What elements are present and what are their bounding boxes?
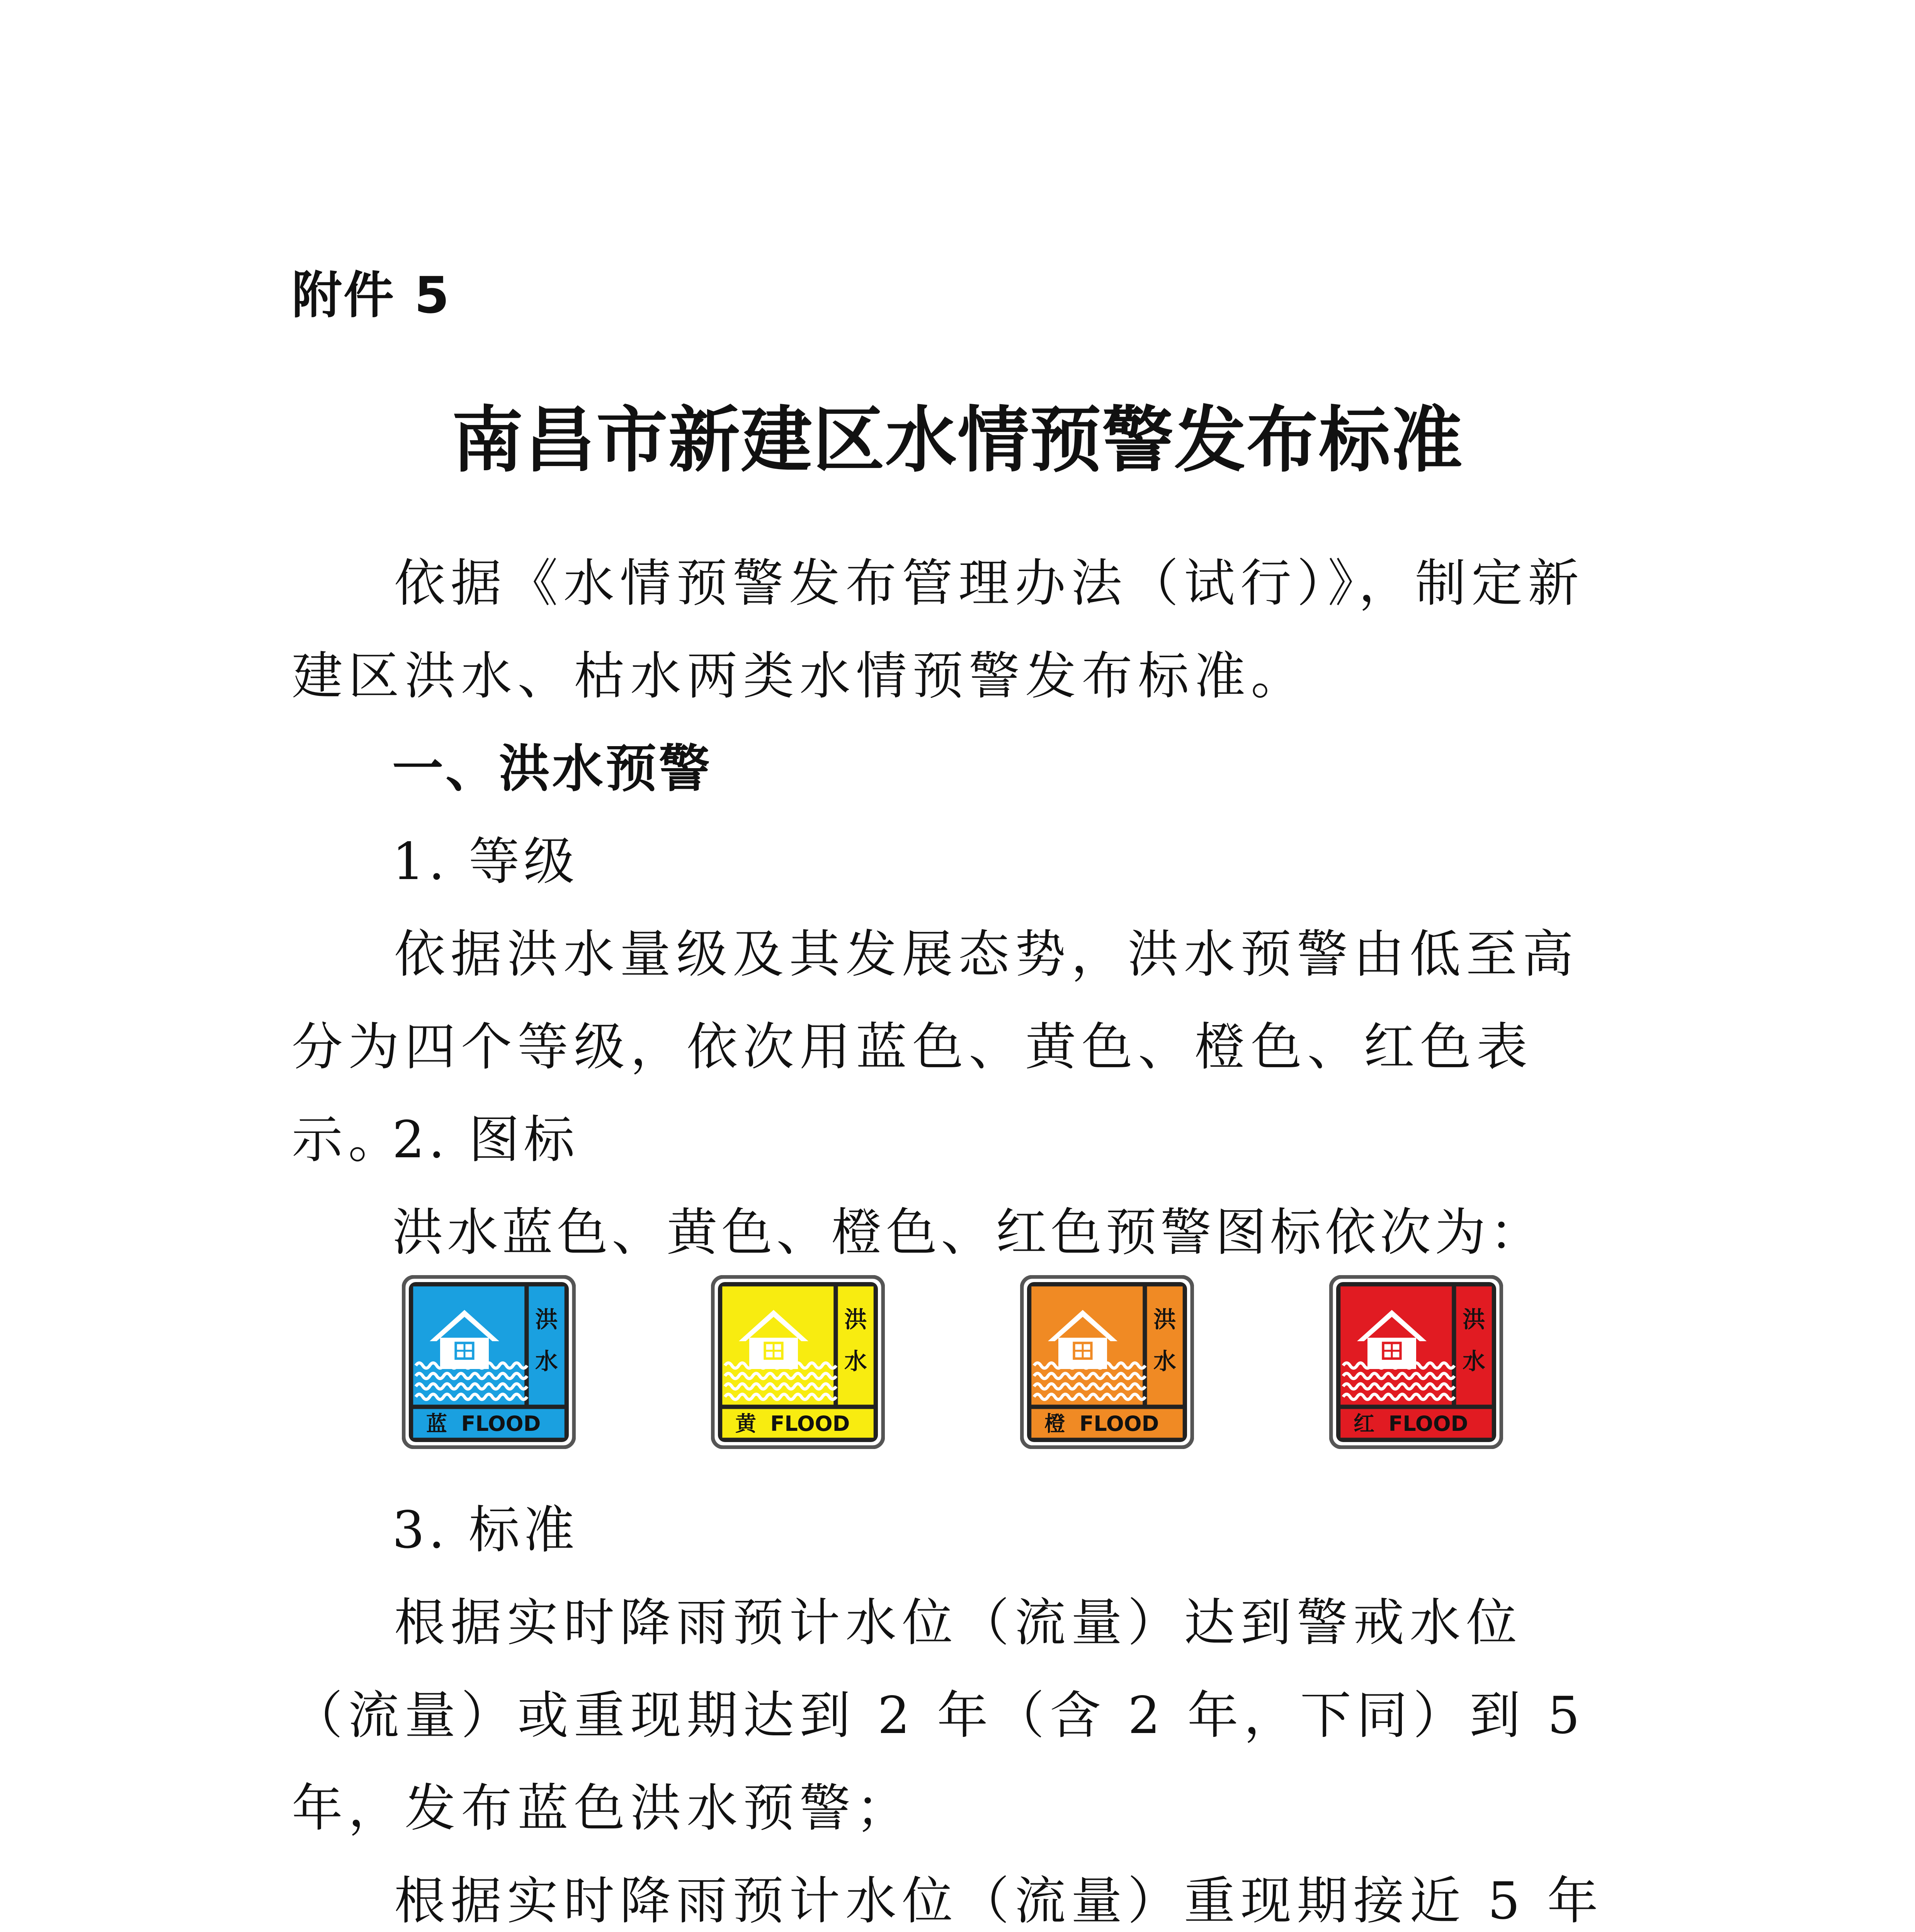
flood-icon-red: [1329, 1275, 1503, 1449]
icon-level-label: 蓝: [426, 1411, 447, 1436]
flood-icon-blue: [402, 1275, 576, 1449]
icon-level-label: 橙: [1044, 1411, 1065, 1436]
icon-side-panel: [1456, 1286, 1492, 1405]
icon-label-shui: 水: [844, 1348, 867, 1374]
icon-label-shui: 水: [1463, 1348, 1485, 1374]
icon-level-label: 红: [1354, 1411, 1374, 1436]
subheading-icon: 2. 图标: [392, 1110, 578, 1170]
icon-label-hong: 洪: [1463, 1306, 1485, 1333]
icon-label-hong: 洪: [1153, 1306, 1176, 1333]
icon-label-shui: 水: [1153, 1348, 1176, 1374]
icon-side-panel: [529, 1286, 565, 1405]
icon-flood-label: FLOOD: [770, 1411, 850, 1436]
flood-icon-yellow: [711, 1275, 885, 1449]
icon-flood-label: FLOOD: [461, 1411, 541, 1436]
subheading-level: 1. 等级: [392, 832, 578, 891]
section-heading-flood-warning: 一、洪水预警: [392, 739, 712, 799]
icon-label-hong: 洪: [844, 1306, 867, 1333]
intro-paragraph: 依据《水情预警发布管理办法（试行）》，制定新建区洪水、枯水两类水情预警发布标准。: [292, 554, 1584, 706]
attachment-label: 附件 5: [292, 266, 451, 325]
standard-blue-paragraph: 根据实时降雨预计水位（流量）达到警戒水位（流量）或重现期达到 2 年（含 2 年，下同）到 5 年，发布蓝色洪水预警；: [292, 1593, 1585, 1838]
icon-label-shui: 水: [535, 1348, 558, 1374]
flood-warning-icons: [402, 1275, 1561, 1453]
subheading-standard: 3. 标准: [392, 1500, 578, 1560]
icon-side-panel: [1147, 1286, 1183, 1405]
icon-flood-label: FLOOD: [1388, 1411, 1468, 1436]
icon-label-hong: 洪: [535, 1306, 558, 1333]
document-title: 南昌市新建区水情预警发布标准: [452, 398, 1463, 482]
icon-side-panel: [838, 1286, 874, 1405]
level-paragraph: 依据洪水量级及其发展态势，洪水预警由低至高分为四个等级，依次用蓝色、黄色、橙色、红色表示。: [292, 925, 1579, 1170]
icon-level-label: 黄: [735, 1411, 756, 1436]
standard-yellow-paragraph: 根据实时降雨预计水位（流量）重现期接近 5 年: [394, 1871, 1604, 1931]
flood-icon-orange: [1020, 1275, 1194, 1449]
icon-flood-label: FLOOD: [1079, 1411, 1159, 1436]
icon-intro-text: 洪水蓝色、黄色、橙色、红色预警图标依次为：: [392, 1203, 1544, 1262]
